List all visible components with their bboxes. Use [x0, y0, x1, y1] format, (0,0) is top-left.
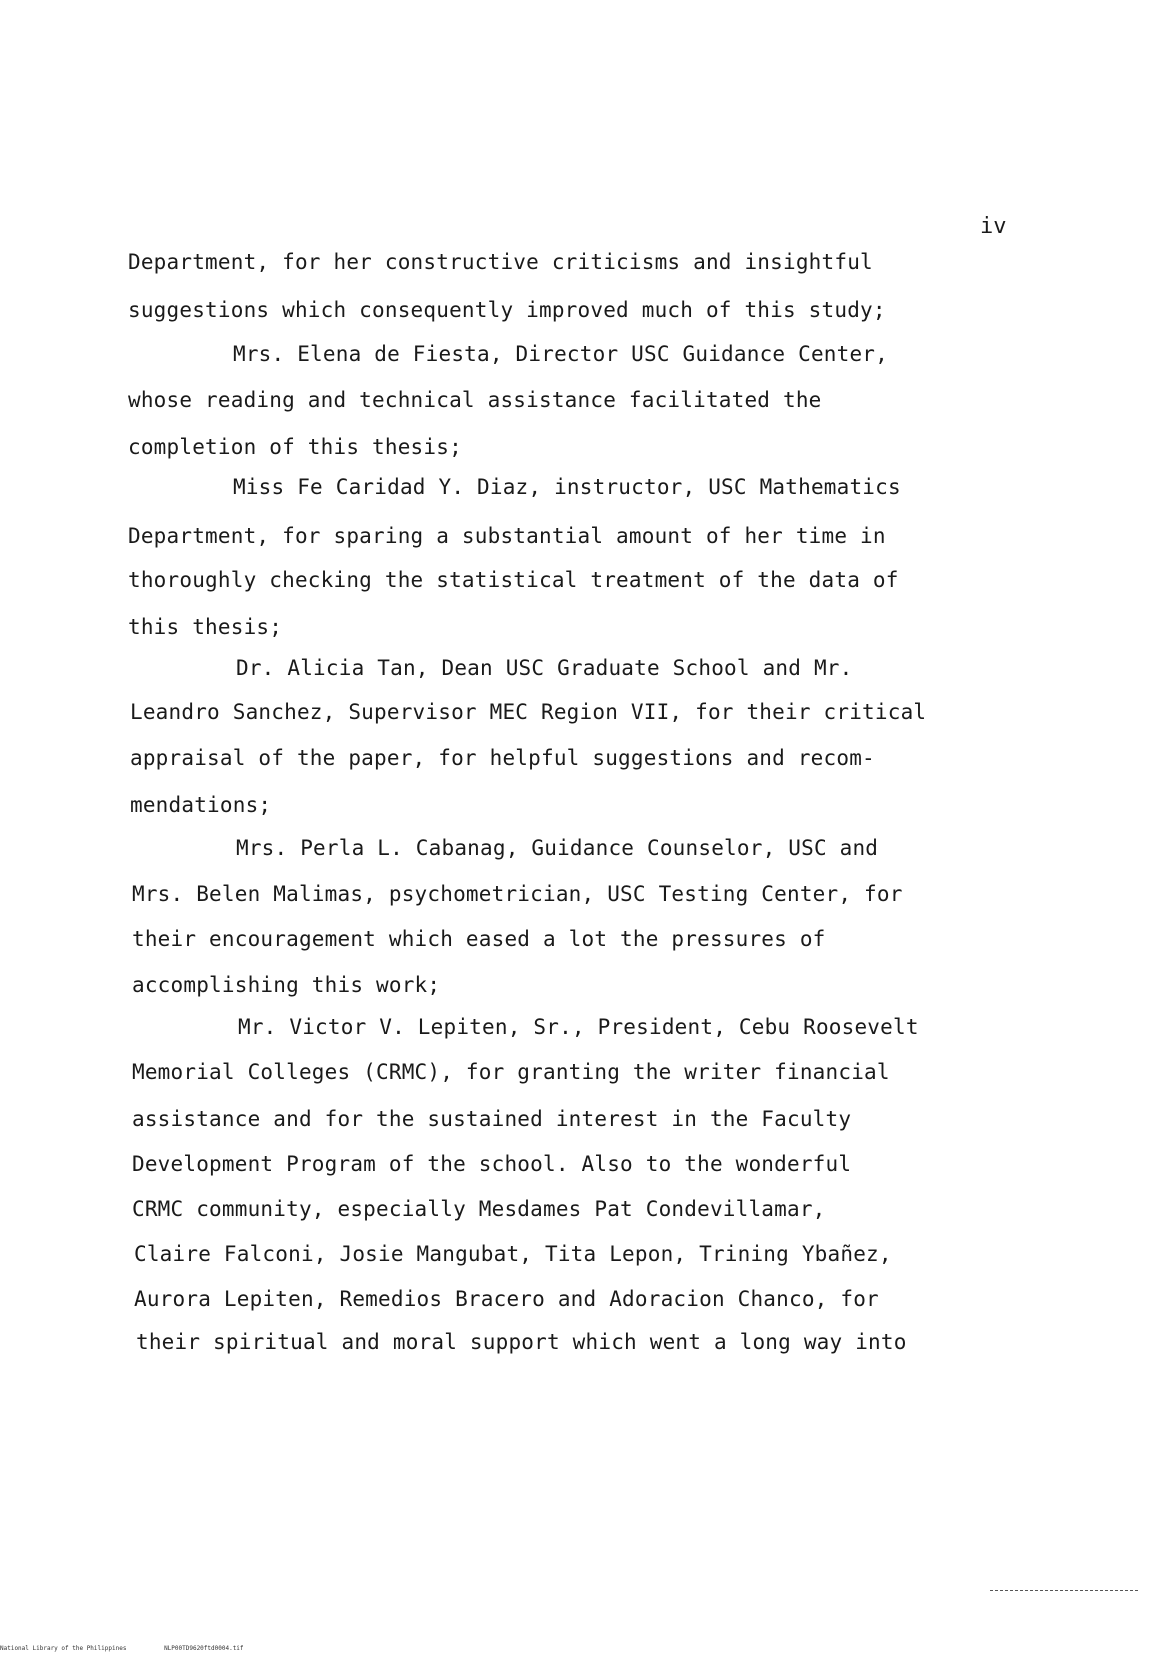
text-line: Claire Falconi, Josie Mangubat, Tita Lepon, Trining Ybañez,: [134, 1242, 892, 1266]
text-line: Mrs. Elena de Fiesta, Director USC Guidance Center,: [233, 342, 888, 366]
text-line: Mrs. Belen Malimas, psychometrician, USC Testing Center, for: [132, 882, 903, 906]
library-credit: National Library of the Philippines: [0, 1645, 127, 1652]
text-line: Leandro Sanchez, Supervisor MEC Region VII, for their critical: [130, 700, 927, 724]
text-line: Miss Fe Caridad Y. Diaz, instructor, USC Mathematics: [233, 475, 901, 499]
text-line: mendations;: [130, 793, 272, 817]
text-line: Department, for her constructive criticisms and insightful: [128, 250, 873, 274]
text-line: this thesis;: [128, 615, 283, 639]
text-line: Mr. Victor V. Lepiten, Sr., President, Cebu Roosevelt: [238, 1015, 919, 1039]
text-line: thoroughly checking the statistical treatment of the data of: [128, 568, 899, 592]
text-line: suggestions which consequently improved much of this study;: [128, 298, 886, 322]
footer-rule: [990, 1590, 1138, 1591]
text-line: Aurora Lepiten, Remedios Bracero and Adoracion Chanco, for: [134, 1287, 879, 1311]
text-line: their spiritual and moral support which went a long way into: [136, 1330, 907, 1354]
text-line: Memorial Colleges (CRMC), for granting the writer financial: [132, 1060, 890, 1084]
text-line: accomplishing this work;: [132, 973, 441, 997]
text-line: appraisal of the paper, for helpful suggestions and recom-: [130, 746, 875, 770]
text-line: Mrs. Perla L. Cabanag, Guidance Counselor, USC and: [236, 836, 879, 860]
scan-footer: [0, 1645, 400, 1653]
text-line: CRMC community, especially Mesdames Pat Condevillamar,: [132, 1197, 826, 1221]
text-line: Development Program of the school. Also to the wonderful: [132, 1152, 852, 1176]
text-line: assistance and for the sustained interest in the Faculty: [132, 1107, 852, 1131]
text-line: completion of this thesis;: [128, 435, 462, 459]
text-line: their encouragement which eased a lot the pressures of: [132, 927, 826, 951]
text-line: whose reading and technical assistance facilitated the: [128, 388, 822, 412]
text-line: Dr. Alicia Tan, Dean USC Graduate School and Mr.: [236, 656, 853, 680]
text-line: Department, for sparing a substantial amount of her time in: [128, 524, 886, 548]
file-name: NLP00TD9620ftd0004.tif: [164, 1645, 244, 1652]
page-number: iv: [980, 214, 1007, 239]
